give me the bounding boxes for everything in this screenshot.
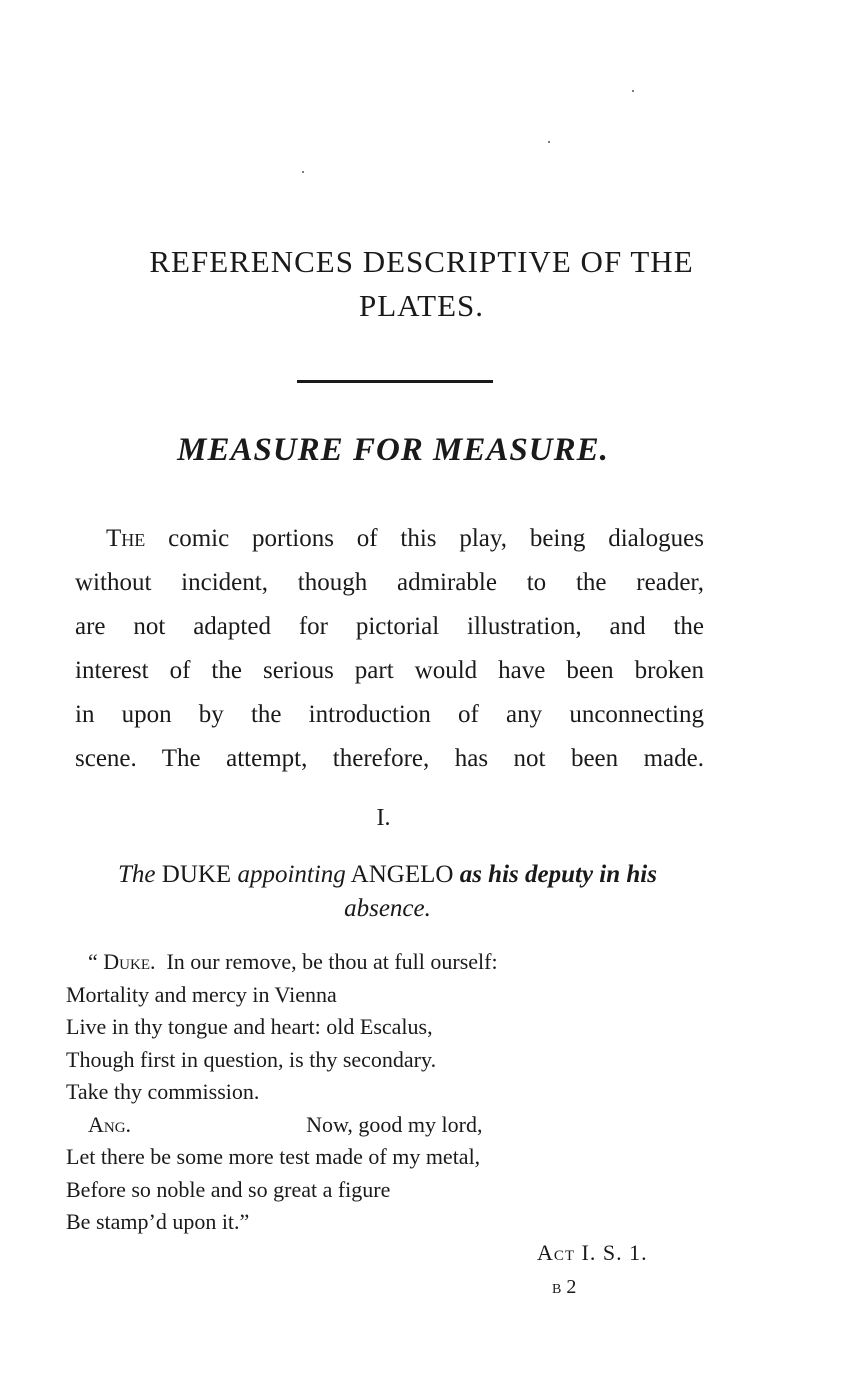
page-heading bbox=[0, 240, 843, 328]
verse-line: Mortality and mercy in Vienna bbox=[66, 981, 337, 1007]
verse-line: Be stamp’d upon it.” bbox=[66, 1209, 250, 1234]
quoted-verse bbox=[66, 946, 498, 1239]
play-title: MEASURE FOR MEASURE. bbox=[177, 432, 609, 468]
print-speck bbox=[302, 171, 304, 173]
verse-line: Ang. Now, good my lord, bbox=[88, 1111, 483, 1137]
paragraph-lead: The bbox=[106, 525, 146, 552]
paragraph-line: The comic portions of this play, being dialogues bbox=[106, 525, 705, 552]
speaker-duke: Duke. bbox=[103, 949, 156, 974]
plate-numeral: I. bbox=[376, 805, 391, 831]
verse-line: Take thy commission. bbox=[66, 1079, 260, 1104]
verse-line: “ Duke. In our remove, be thou at full ourself: bbox=[88, 949, 498, 974]
heading-line-1: REFERENCES DESCRIPTIVE OF THE bbox=[149, 244, 694, 279]
plate-caption: The DUKE appointing ANGELO as his deputy in his absence. bbox=[118, 861, 657, 922]
print-speck bbox=[632, 90, 634, 92]
verse-line: Though first in question, is thy secondary. bbox=[66, 1046, 437, 1072]
paragraph-line: are not adapted for pictorial illustration, and the bbox=[75, 613, 704, 640]
print-speck bbox=[548, 141, 550, 143]
act-scene-reference: Act I. S. 1. bbox=[537, 1240, 648, 1265]
verse-line: Before so noble and so great a figure bbox=[66, 1176, 391, 1202]
heading-line-2: PLATES. bbox=[359, 288, 484, 323]
intro-paragraph bbox=[75, 517, 704, 781]
paragraph-line: in upon by the introduction of any unconnecting bbox=[75, 701, 704, 728]
title-rule bbox=[297, 380, 493, 383]
verse-line: Live in thy tongue and heart: old Escalus, bbox=[66, 1014, 433, 1039]
paragraph-line: interest of the serious part would have been broken bbox=[75, 657, 704, 684]
speaker-angelo: Ang. bbox=[88, 1111, 132, 1137]
printer-signature-mark: b 2 bbox=[552, 1276, 577, 1298]
paragraph-line: without incident, though admirable to the reader, bbox=[75, 569, 704, 596]
verse-line: Let there be some more test made of my metal, bbox=[66, 1144, 481, 1169]
paragraph-line: scene. The attempt, therefore, has not been made. bbox=[75, 745, 704, 772]
